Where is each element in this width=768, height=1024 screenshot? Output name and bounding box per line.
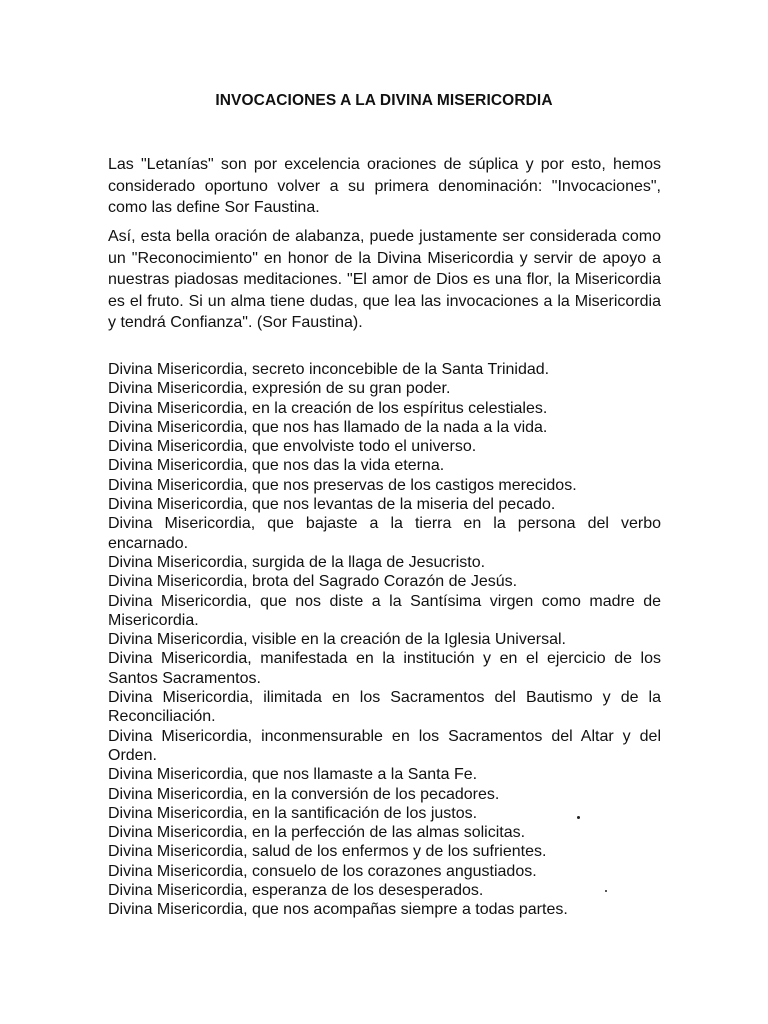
invocation-line: Divina Misericordia, salud de los enfermos y de los sufrientes. <box>108 843 547 861</box>
invocation-line: Divina Misericordia, consuelo de los corazones angustiados. <box>108 862 537 880</box>
invocation-line: Divina Misericordia, que bajaste a la tierra en la persona del verbo encarnado. <box>108 515 661 552</box>
intro-paragraph: Las "Letanías" son por excelencia oraciones de súplica y por esto, hemos considerado oportuno volver a su primera denominación: "Invocaciones", como las define Sor Faustina. <box>108 156 661 216</box>
invocation-line: Divina Misericordia, inconmensurable en los Sacramentos del Altar y del Orden. <box>108 727 661 764</box>
invocation-line: Divina Misericordia, que nos levantas de la miseria del pecado. <box>108 496 556 514</box>
invocation-line: Divina Misericordia, que nos has llamado de la nada a la vida. <box>108 418 548 436</box>
invocation-list <box>108 360 661 920</box>
invocation-line: Divina Misericordia, en la creación de los espíritus celestiales. <box>108 399 548 417</box>
invocation-line: Divina Misericordia, que nos acompañas siempre a todas partes. <box>108 901 568 919</box>
invocation-line: Divina Misericordia, que nos preservas de los castigos merecidos. <box>108 476 577 494</box>
invocation-line: Divina Misericordia, que nos das la vida eterna. <box>108 457 445 475</box>
stray-dot-mark <box>577 816 580 819</box>
invocation-line: Divina Misericordia, que nos llamaste a la Santa Fe. <box>108 766 478 784</box>
invocation-line: Divina Misericordia, en la conversión de los pecadores. <box>108 785 500 803</box>
invocation-line: Divina Misericordia, que nos diste a la Santísima virgen como madre de Misericordia. <box>108 592 661 629</box>
page-title: INVOCACIONES A LA DIVINA MISERICORDIA <box>215 92 553 109</box>
invocation-line: Divina Misericordia, en la santificación de los justos. <box>108 804 478 822</box>
description-paragraph: Así, esta bella oración de alabanza, puede justamente ser considerada como un "Reconocimiento" en honor de la Divina Misericordia y servir de apoyo a nuestras piadosas meditaciones. "El amor de Dios es una flor, la Misericordia es el fruto. Si un alma tiene dudas, que lea las invocaciones a la Misericordia y tendrá Confianza". (Sor Faustina). <box>108 228 661 331</box>
invocation-line: Divina Misericordia, brota del Sagrado Corazón de Jesús. <box>108 573 518 591</box>
invocation-line: Divina Misericordia, manifestada en la institución y en el ejercicio de los Santos Sacramentos. <box>108 650 661 687</box>
invocation-line: Divina Misericordia, que envolviste todo el universo. <box>108 438 477 456</box>
invocation-line: Divina Misericordia, secreto inconcebible de la Santa Trinidad. <box>108 361 550 378</box>
invocation-line: Divina Misericordia, expresión de su gran poder. <box>108 380 451 398</box>
invocation-line: Divina Misericordia, esperanza de los desesperados. <box>108 882 484 900</box>
invocation-line: Divina Misericordia, visible en la creación de la Iglesia Universal. <box>108 631 566 649</box>
stray-dot-mark <box>605 890 607 892</box>
invocation-line: Divina Misericordia, en la perfección de las almas solicitas. <box>108 824 526 842</box>
invocation-line: Divina Misericordia, ilimitada en los Sacramentos del Bautismo y de la Reconciliación. <box>108 689 661 726</box>
invocation-line: Divina Misericordia, surgida de la llaga de Jesucristo. <box>108 553 486 571</box>
